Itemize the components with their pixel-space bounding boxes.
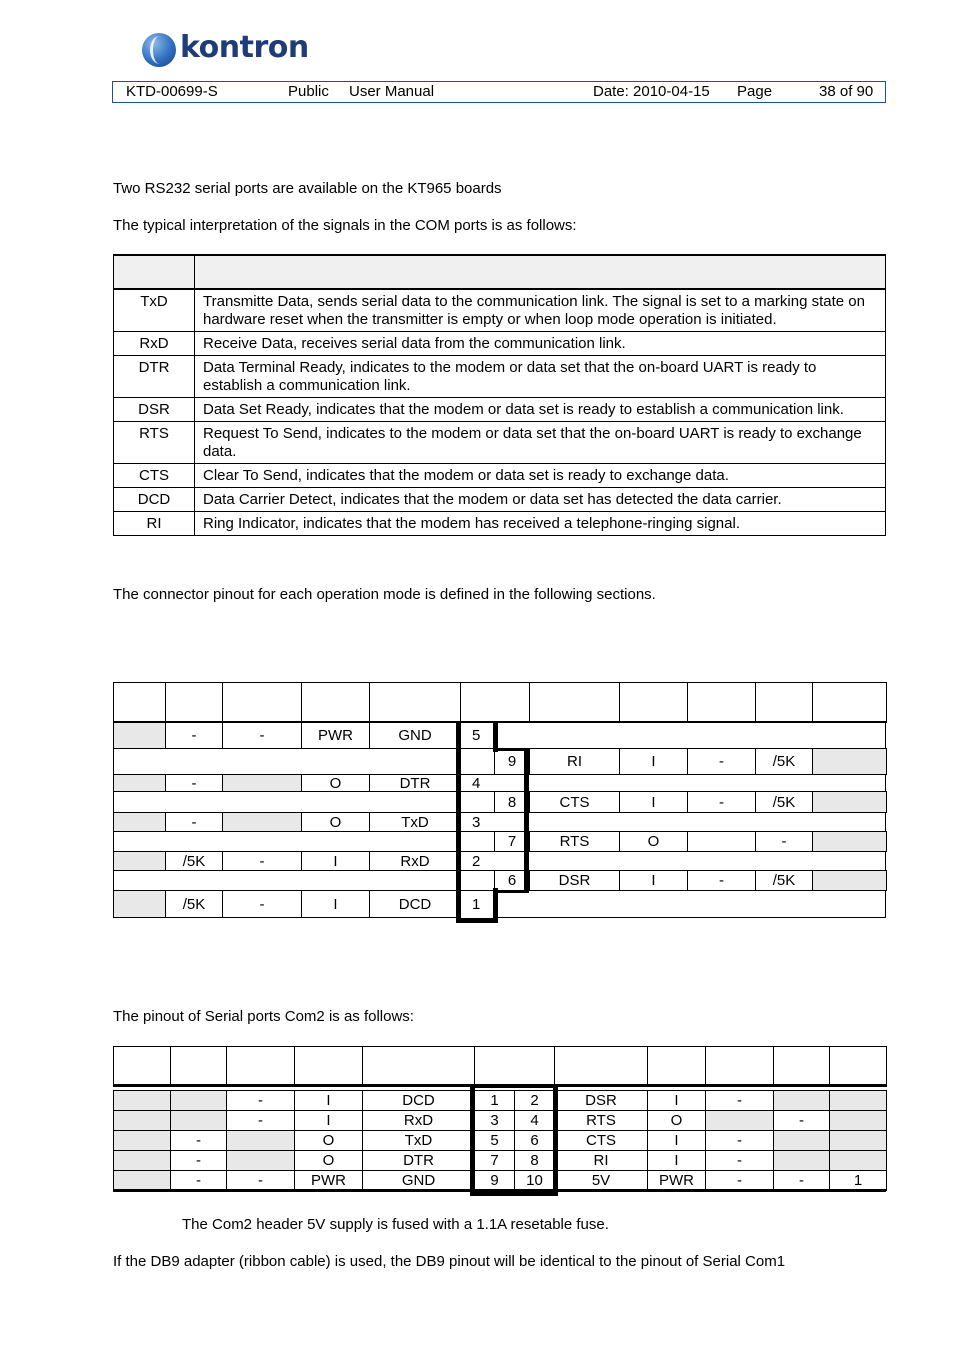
com1-header-cell [755, 682, 813, 723]
globe-icon [142, 33, 176, 67]
com1-empty-span [113, 831, 461, 852]
signal-row [114, 464, 886, 488]
com2-cell: 10 [514, 1170, 555, 1191]
com2-cell [113, 1110, 171, 1131]
page-number: 38 of 90 [819, 83, 874, 100]
com1-empty-span [494, 851, 886, 871]
com1-cell [812, 748, 887, 775]
com1-cell: RI [529, 748, 620, 775]
com1-pin-number: 4 [460, 774, 495, 792]
com2-cell: - [170, 1170, 227, 1191]
com1-pin-number: 2 [460, 851, 495, 871]
com2-cell: O [294, 1130, 363, 1151]
com1-header-cell [301, 682, 370, 723]
connector-outline [470, 1084, 475, 1196]
com2-cell: RI [554, 1150, 648, 1171]
com1-cell: - [222, 722, 302, 749]
connector-outline [470, 1191, 558, 1196]
signal-description: Ring Indicator, indicates that the modem has received a telephone-ringing signal. [195, 512, 886, 536]
com2-cell: 9 [474, 1170, 515, 1191]
com2-cell: DTR [362, 1150, 475, 1171]
signal-description: Data Set Ready, indicates that the modem or data set is ready to establish a communication link. [195, 398, 886, 422]
com2-cell: TxD [362, 1130, 475, 1151]
com2-header-cell [773, 1046, 830, 1087]
com1-empty-span [494, 774, 886, 792]
com2-cell [113, 1130, 171, 1151]
com2-cell: - [773, 1110, 830, 1131]
com2-header-cell [474, 1046, 555, 1087]
com1-cell: - [165, 774, 223, 792]
com1-cell: - [222, 890, 302, 918]
com1-header-cell [619, 682, 688, 723]
signal-row [114, 488, 886, 512]
com1-cell: - [165, 722, 223, 749]
com2-intro: The pinout of Serial ports Com2 is as follows: [113, 1008, 414, 1025]
com2-cell: PWR [647, 1170, 706, 1191]
connector-outline [553, 1084, 558, 1196]
com2-cell [773, 1150, 830, 1171]
com2-cell: I [294, 1110, 363, 1131]
com2-cell [226, 1130, 295, 1151]
com2-cell [705, 1110, 774, 1131]
com1-cell [812, 870, 887, 891]
com1-cell [812, 831, 887, 852]
com1-header-cell [113, 682, 166, 723]
com1-cell: 8 [494, 791, 530, 813]
classification: Public [288, 83, 329, 100]
com1-pin-number: 5 [460, 722, 495, 749]
com2-cell: 2 [514, 1090, 555, 1111]
connector-outline [493, 748, 529, 751]
com1-pin-spacer [460, 791, 495, 813]
signal-name: CTS [114, 464, 195, 488]
com1-cell: /5K [165, 851, 223, 871]
com2-cell [773, 1090, 830, 1111]
intro-text: Two RS232 serial ports are available on the KT965 boards [113, 180, 502, 197]
com2-cell [829, 1110, 887, 1131]
com1-pin-spacer [460, 831, 495, 852]
db9-adapter-note: If the DB9 adapter (ribbon cable) is used, the DB9 pinout will be identical to the pinout of Serial Com1 [113, 1253, 786, 1270]
com1-header-cell [812, 682, 887, 723]
signal-table-header [114, 255, 886, 289]
com2-cell: 5V [554, 1170, 648, 1191]
signal-name: TxD [114, 289, 195, 332]
com2-header-cell [170, 1046, 227, 1087]
kontron-logo [142, 30, 322, 71]
com2-cell: - [226, 1110, 295, 1131]
com2-cell: 1 [474, 1090, 515, 1111]
com1-header-cell [222, 682, 302, 723]
document-header [112, 81, 886, 103]
com2-header-cell [705, 1046, 774, 1087]
signal-row [114, 289, 886, 332]
com1-cell [113, 812, 166, 832]
com2-cell: 4 [514, 1110, 555, 1131]
com1-cell: I [301, 890, 370, 918]
connector-outline [493, 890, 529, 893]
com1-cell: I [619, 870, 688, 891]
com2-cell: RxD [362, 1110, 475, 1131]
fuse-note: The Com2 header 5V supply is fused with a 1.1A resetable fuse. [182, 1216, 609, 1233]
com1-cell: GND [369, 722, 461, 749]
com1-cell: O [301, 812, 370, 832]
com1-cell [113, 890, 166, 918]
com1-header-cell [460, 682, 530, 723]
com1-cell: DSR [529, 870, 620, 891]
com1-cell: 6 [494, 870, 530, 891]
signal-row [114, 398, 886, 422]
com1-cell: CTS [529, 791, 620, 813]
com2-cell: - [170, 1130, 227, 1151]
signal-description: Transmitte Data, sends serial data to the communication link. The signal is set to a marking state on hardware reset when the transmitter is empty or when loop mode operation is initiated. [195, 289, 886, 332]
com1-empty-span [113, 870, 461, 891]
com2-cell: PWR [294, 1170, 363, 1191]
com1-cell: RTS [529, 831, 620, 852]
com1-cell [222, 774, 302, 792]
com1-cell [687, 831, 756, 852]
com1-cell [113, 774, 166, 792]
com2-header-cell [294, 1046, 363, 1087]
com1-cell: I [619, 748, 688, 775]
signal-description: Receive Data, receives serial data from the communication link. [195, 332, 886, 356]
com2-cell: I [294, 1090, 363, 1111]
com2-cell: DSR [554, 1090, 648, 1111]
signal-name: DTR [114, 356, 195, 398]
com1-cell: 9 [494, 748, 530, 775]
com2-cell [829, 1150, 887, 1171]
com1-empty-span [494, 890, 886, 918]
com2-cell: 1 [829, 1170, 887, 1191]
com2-cell [829, 1130, 887, 1151]
com2-cell [113, 1170, 171, 1191]
com1-header-cell [687, 682, 756, 723]
com1-cell: I [301, 851, 370, 871]
signal-description: Data Carrier Detect, indicates that the modem or data set has detected the data carrier. [195, 488, 886, 512]
com2-cell: - [705, 1090, 774, 1111]
com2-cell: GND [362, 1170, 475, 1191]
com2-cell [829, 1090, 887, 1111]
com1-cell [222, 812, 302, 832]
logo-wordmark: kontron [180, 30, 309, 65]
com1-cell: - [687, 870, 756, 891]
connector-outline [470, 1084, 558, 1088]
com2-header-cell [226, 1046, 295, 1087]
com2-cell: I [647, 1150, 706, 1171]
com1-cell: - [687, 791, 756, 813]
com1-cell: O [619, 831, 688, 852]
com2-cell [170, 1090, 227, 1111]
com2-cell: 6 [514, 1130, 555, 1151]
signal-name: DCD [114, 488, 195, 512]
com1-cell: O [301, 774, 370, 792]
com1-cell: - [687, 748, 756, 775]
com2-cell [773, 1130, 830, 1151]
com2-cell: 7 [474, 1150, 515, 1171]
com2-header-cell [362, 1046, 475, 1087]
com2-cell [226, 1150, 295, 1171]
com2-cell: - [705, 1170, 774, 1191]
com1-cell: /5K [755, 748, 813, 775]
com1-cell: PWR [301, 722, 370, 749]
doc-date: Date: 2010-04-15 [593, 83, 710, 100]
com1-cell: 7 [494, 831, 530, 852]
com1-cell: /5K [755, 791, 813, 813]
com1-cell: I [619, 791, 688, 813]
com1-cell: - [222, 851, 302, 871]
com2-cell: O [647, 1110, 706, 1131]
com2-header-cell [113, 1046, 171, 1087]
connector-outline [493, 888, 498, 922]
signal-name: DSR [114, 398, 195, 422]
com2-cell: DCD [362, 1090, 475, 1111]
com2-cell: O [294, 1150, 363, 1171]
signal-row [114, 422, 886, 464]
com2-cell: - [226, 1170, 295, 1191]
signal-description: Request To Send, indicates to the modem or data set that the on-board UART is ready to exchange data. [195, 422, 886, 464]
com2-cell [170, 1110, 227, 1131]
com1-cell [113, 722, 166, 749]
com1-empty-span [494, 812, 886, 832]
com2-cell: 5 [474, 1130, 515, 1151]
doc-id: KTD-00699-S [126, 83, 218, 100]
com1-pin-spacer [460, 870, 495, 891]
com1-cell: - [755, 831, 813, 852]
com2-header-cell [829, 1046, 887, 1087]
com1-cell: /5K [755, 870, 813, 891]
com1-cell: TxD [369, 812, 461, 832]
com2-cell: - [226, 1090, 295, 1111]
com1-cell: DTR [369, 774, 461, 792]
connector-outline [456, 722, 461, 922]
com1-cell: /5K [165, 890, 223, 918]
com1-pin-spacer [460, 748, 495, 775]
com2-header-cell [647, 1046, 706, 1087]
com2-header-cell [554, 1046, 648, 1087]
signal-description: Data Terminal Ready, indicates to the modem or data set that the on-board UART is ready to establish a communication link. [195, 356, 886, 398]
com2-cell: - [705, 1130, 774, 1151]
signal-table [113, 254, 886, 536]
com1-cell: - [165, 812, 223, 832]
com1-empty-span [113, 791, 461, 813]
com2-cell [113, 1150, 171, 1171]
com2-cell: - [773, 1170, 830, 1191]
com1-cell: DCD [369, 890, 461, 918]
signal-description: Clear To Send, indicates that the modem or data set is ready to exchange data. [195, 464, 886, 488]
com1-cell [812, 791, 887, 813]
signal-row [114, 356, 886, 398]
connector-outline [524, 748, 529, 893]
com1-cell [113, 851, 166, 871]
signal-row [114, 512, 886, 536]
com2-cell: CTS [554, 1130, 648, 1151]
com2-cell: - [705, 1150, 774, 1171]
signal-name: RTS [114, 422, 195, 464]
com2-cell: I [647, 1090, 706, 1111]
com1-header-cell [165, 682, 223, 723]
com1-header-cell [369, 682, 461, 723]
doc-type: User Manual [349, 83, 435, 100]
com2-cell: 3 [474, 1110, 515, 1131]
signal-row [114, 332, 886, 356]
com2-cell [113, 1090, 171, 1111]
intro-text-2: The typical interpretation of the signals in the COM ports is as follows: [113, 217, 577, 234]
com2-cell: I [647, 1130, 706, 1151]
pinout-note: The connector pinout for each operation mode is defined in the following sections. [113, 586, 656, 603]
com1-pin-number: 1 [460, 890, 495, 918]
com1-empty-span [494, 722, 886, 749]
com1-pin-number: 3 [460, 812, 495, 832]
signal-name: RI [114, 512, 195, 536]
com2-cell: - [170, 1150, 227, 1171]
com2-cell: 8 [514, 1150, 555, 1171]
connector-outline [456, 918, 498, 923]
com1-header-cell [529, 682, 620, 723]
com2-cell: RTS [554, 1110, 648, 1131]
signal-name: RxD [114, 332, 195, 356]
com1-cell: RxD [369, 851, 461, 871]
page-label: Page [737, 83, 773, 100]
com1-empty-span [113, 748, 461, 775]
